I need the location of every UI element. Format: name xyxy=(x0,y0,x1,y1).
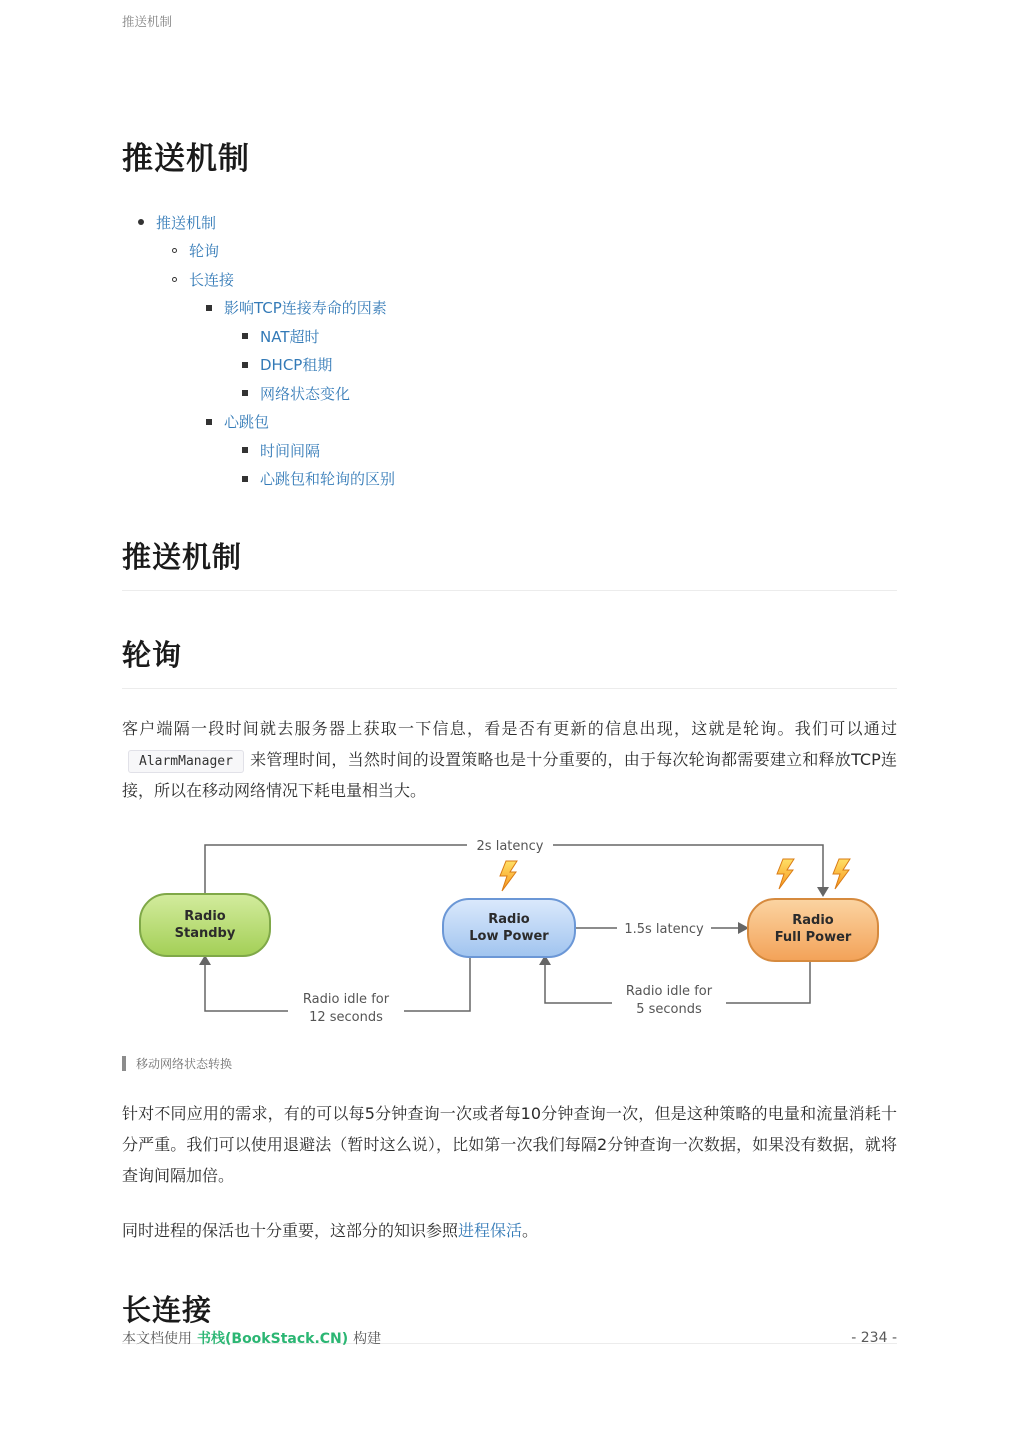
node-full-power-line2: Full Power xyxy=(774,929,852,945)
toc-link-time-interval[interactable]: 时间间隔 xyxy=(260,441,321,460)
footer-prefix: 本文档使用 xyxy=(122,1331,192,1347)
toc-link-nat-timeout[interactable]: NAT超时 xyxy=(260,327,320,346)
section-heading-polling: 轮询 xyxy=(122,633,897,689)
section-heading-push: 推送机制 xyxy=(122,535,897,591)
label-idle-5-line1: Radio idle for xyxy=(625,983,713,999)
paragraph-text: 。 xyxy=(522,1221,539,1241)
toc-link-tcp-lifetime-factors[interactable]: 影响TCP连接寿命的因素 xyxy=(224,299,387,318)
footer-suffix: 构建 xyxy=(353,1331,382,1347)
label-idle-12-line2: 12 seconds xyxy=(309,1009,383,1025)
toc-item xyxy=(122,379,897,408)
node-radio-standby xyxy=(140,894,270,956)
footer-bookstack-link[interactable]: 书栈(BookStack.CN) xyxy=(197,1331,349,1347)
radio-state-diagram xyxy=(122,831,897,1045)
node-standby-line1: Radio xyxy=(184,908,226,924)
toc-item xyxy=(122,294,897,323)
toc-link-long-connection[interactable]: 长连接 xyxy=(189,270,235,289)
lightning-bolt-icon xyxy=(777,859,794,889)
toc-link-network-state-change[interactable]: 网络状态变化 xyxy=(260,384,351,403)
page-header-title: 推送机制 xyxy=(122,14,173,29)
page-footer xyxy=(122,1328,897,1348)
link-process-keepalive[interactable]: 进程保活 xyxy=(458,1221,523,1241)
bullet-circle-icon xyxy=(172,277,177,282)
paragraph-text: 同时进程的保活也十分重要，这部分的知识参照 xyxy=(122,1221,459,1241)
toc-item xyxy=(122,465,897,494)
toc-link-polling[interactable]: 轮询 xyxy=(189,242,220,261)
lightning-bolt-icon xyxy=(500,861,517,891)
toc-item xyxy=(122,436,897,465)
bullet-square-icon xyxy=(206,419,212,425)
label-idle-5-line2: 5 seconds xyxy=(636,1001,702,1017)
paragraph-polling-intro xyxy=(122,713,897,807)
bullet-square-icon xyxy=(242,390,248,396)
label-idle-12-line1: Radio idle for xyxy=(302,991,390,1007)
page-header xyxy=(122,12,172,30)
label-2s-latency: 2s latency xyxy=(476,838,544,854)
caption-text: 移动网络状态转换 xyxy=(136,1056,233,1071)
bullet-square-icon xyxy=(206,305,212,311)
lightning-bolt-icons xyxy=(500,859,850,891)
node-radio-full-power xyxy=(748,899,878,961)
node-low-power-line1: Radio xyxy=(488,911,530,927)
node-radio-low-power xyxy=(443,899,575,957)
toc-item xyxy=(122,265,897,294)
bullet-square-icon xyxy=(242,447,248,453)
section-heading-long-connection: 长连接 xyxy=(122,1288,897,1344)
paragraph-text: 来管理时间，当然时间的设置策略也是十分重要的，由于每次轮询都需要建立和释放TCP连接，所以在移动网络情况下耗电量相当大。 xyxy=(122,750,897,801)
paragraph-backoff-strategy: 针对不同应用的需求，有的可以每5分钟查询一次或者每10分钟查询一次，但是这种策略的电量和流量消耗十分严重。我们可以使用退避法（暂时这么说），比如第一次我们每隔2分钟查询一次数据，如果没有数据，就将查询间隔加倍。 xyxy=(122,1103,897,1185)
bullet-square-icon xyxy=(242,333,248,339)
figure-caption xyxy=(122,1055,897,1072)
toc-item xyxy=(122,408,897,437)
toc-link-heartbeat-vs-polling[interactable]: 心跳包和轮询的区别 xyxy=(260,470,396,489)
bullet-circle-icon xyxy=(172,248,177,253)
node-standby-line2: Standby xyxy=(174,925,236,941)
toc-item xyxy=(122,208,897,237)
radio-state-diagram-svg xyxy=(122,831,897,1041)
arrow-down-icon xyxy=(817,887,829,897)
caption-bar xyxy=(122,1056,126,1071)
inline-code-alarmmanager: AlarmManager xyxy=(128,750,244,773)
node-low-power-line2: Low Power xyxy=(469,928,549,944)
lightning-bolt-icon xyxy=(833,859,850,889)
paragraph-keepalive xyxy=(122,1215,897,1246)
toc-item xyxy=(122,322,897,351)
label-1-5s-latency: 1.5s latency xyxy=(624,921,704,937)
toc-link-push[interactable]: 推送机制 xyxy=(156,213,217,232)
paragraph-text: 客户端隔一段时间就去服务器上获取一下信息，看是否有更新的信息出现，这就是轮询。我们可以通过 xyxy=(122,719,897,738)
bullet-disc-icon xyxy=(138,219,144,225)
toc-item xyxy=(122,237,897,266)
footer-build-note xyxy=(122,1328,381,1348)
bullet-square-icon xyxy=(242,476,248,482)
bullet-square-icon xyxy=(242,362,248,368)
page-number: - 234 - xyxy=(851,1330,897,1346)
toc-item xyxy=(122,351,897,380)
table-of-contents xyxy=(122,208,897,493)
node-full-power-line1: Radio xyxy=(792,912,834,928)
toc-link-heartbeat[interactable]: 心跳包 xyxy=(224,413,270,432)
main-title: 推送机制 xyxy=(122,141,250,177)
toc-link-dhcp-lease[interactable]: DHCP租期 xyxy=(260,356,333,375)
